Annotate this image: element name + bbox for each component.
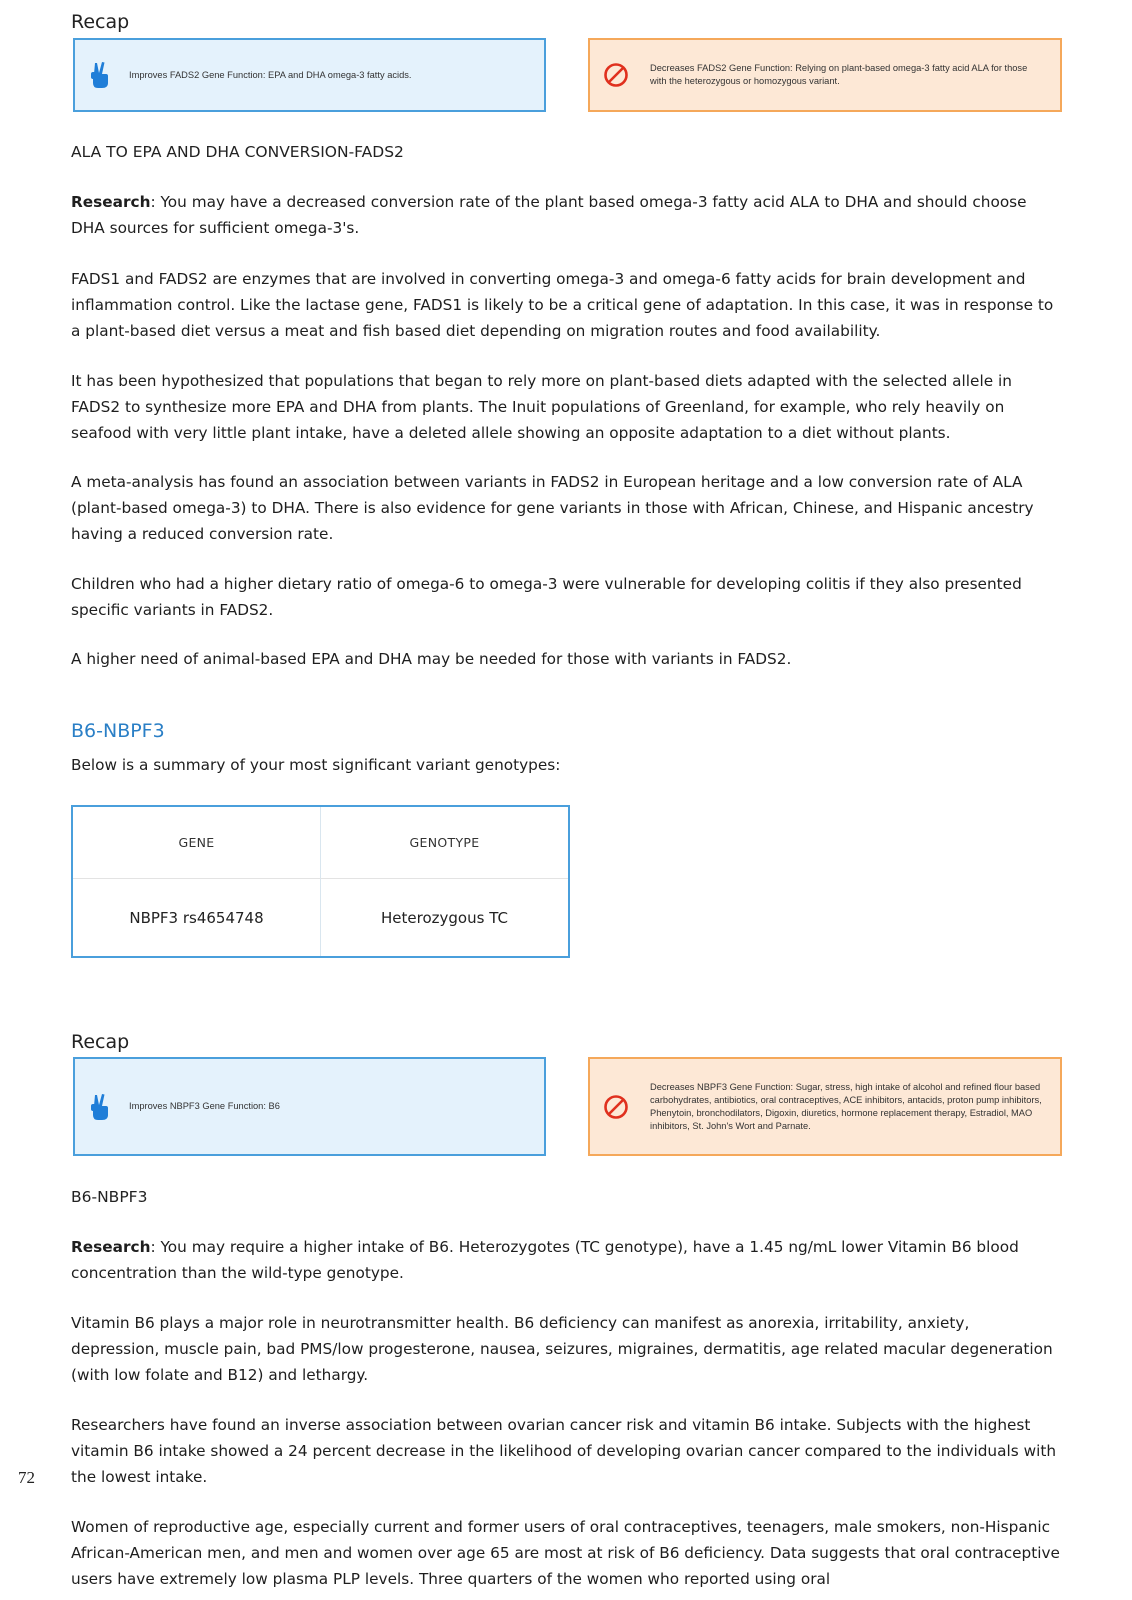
body-paragraph: A higher need of animal-based EPA and DHA may be needed for those with variants in FADS2. [71, 650, 792, 668]
decreases-nbpf3-box [588, 1057, 1062, 1156]
body-paragraph: FADS1 and FADS2 are enzymes that are involved in converting omega-3 and omega-6 fatty acids for brain development and inflammation control. Like the lactase gene, FADS1 is likely to be a critical gene of adaptation. In this case, it was in response to a plant-based diet versus a meat and fish based diet depending on migration routes and food availability. [71, 270, 1054, 340]
section-heading: B6-NBPF3 [71, 720, 165, 742]
peace-hand-icon [87, 1092, 113, 1122]
research-paragraph [71, 189, 1061, 241]
table-cell-genotype: Heterozygous TC [381, 908, 508, 927]
body-paragraph: A meta-analysis has found an association between variants in FADS2 in European heritage and a low conversion rate of ALA (plant-based omega-3) to DHA. There is also evidence for gene variants in those with African, Chinese, and Hispanic ancestry having a reduced conversion rate. [71, 473, 1034, 543]
recap-heading: Recap [71, 11, 130, 33]
improve-text: Improves FADS2 Gene Function: EPA and DHA omega-3 fatty acids. [129, 69, 412, 80]
genotype-table [71, 805, 570, 958]
section-label: ALA TO EPA AND DHA CONVERSION-FADS2 [71, 143, 404, 161]
research-text: : You may require a higher intake of B6. Heterozygotes (TC genotype), have a 1.45 ng/mL lower Vitamin B6 blood concentration than the wild-type genotype. [71, 1238, 1019, 1282]
research-paragraph [71, 1234, 1061, 1286]
section-label: B6-NBPF3 [71, 1188, 148, 1206]
summary-intro: Below is a summary of your most significant variant genotypes: [71, 756, 561, 774]
body-paragraph: Researchers have found an inverse association between ovarian cancer risk and vitamin B6 intake. Subjects with the highest vitamin B6 intake showed a 24 percent decrease in the likelihood of developing ovarian cancer compared to the individuals with the lowest intake. [71, 1416, 1057, 1486]
research-label: Research [71, 193, 151, 211]
recap-heading: Recap [71, 1031, 130, 1053]
research-label: Research [71, 1238, 151, 1256]
research-text: : You may have a decreased conversion rate of the plant based omega-3 fatty acid ALA to DHA and should choose DHA sources for sufficient omega-3's. [71, 193, 1027, 237]
body-paragraph: Vitamin B6 plays a major role in neurotransmitter health. B6 deficiency can manifest as anorexia, irritability, anxiety, depression, muscle pain, bad PMS/low progesterone, nausea, seizures, migraines, dermatitis, age related macular degeneration (with low folate and B12) and lethargy. [71, 1314, 1053, 1384]
prohibited-icon [602, 1093, 630, 1121]
body-paragraph: Women of reproductive age, especially current and former users of oral contraceptives, teenagers, male smokers, non-Hispanic African-American men, and men and women over age 65 are most at risk of B6 deficiency. Data suggests that oral contraceptive users have extremely low plasma PLP levels. Three quarters of the women who reported using oral [71, 1518, 1060, 1588]
decrease-text: Decreases FADS2 Gene Function: Relying on plant-based omega-3 fatty acid ALA for those with the heterozygous or homozygous variant. [650, 63, 1028, 86]
body-paragraph: It has been hypothesized that populations that began to rely more on plant-based diets adapted with the selected allele in FADS2 to synthesize more EPA and DHA from plants. The Inuit populations of Greenland, for example, who rely heavily on seafood with very little plant intake, have a deleted allele showing an opposite adaptation to a diet without plants. [71, 372, 1012, 442]
improve-text: Improves NBPF3 Gene Function: B6 [129, 1101, 280, 1111]
prohibited-icon [602, 61, 630, 89]
peace-hand-icon [87, 60, 113, 90]
table-header-genotype: GENOTYPE [321, 807, 568, 879]
improves-nbpf3-box [73, 1057, 546, 1156]
page-number: 72 [18, 1468, 35, 1487]
body-paragraph: Children who had a higher dietary ratio of omega-6 to omega-3 were vulnerable for developing colitis if they also presented specific variants in FADS2. [71, 575, 1022, 619]
decrease-text: Decreases NBPF3 Gene Function: Sugar, stress, high intake of alcohol and refined flour based carbohydrates, antibiotics, oral contraceptives, ACE inhibitors, antacids, proton pump inhibitors, Phenytoin, bronchodilators, Digoxin, diuretics, hormone replacement therapy, Estradiol, MAO inhibitors, St. John's Wort and Parnate. [650, 1081, 1042, 1131]
decreases-fads2-box [588, 38, 1062, 112]
table-cell-gene: NBPF3 rs4654748 [73, 879, 321, 956]
table-header-gene: GENE [73, 807, 321, 879]
improves-fads2-box [73, 38, 546, 112]
